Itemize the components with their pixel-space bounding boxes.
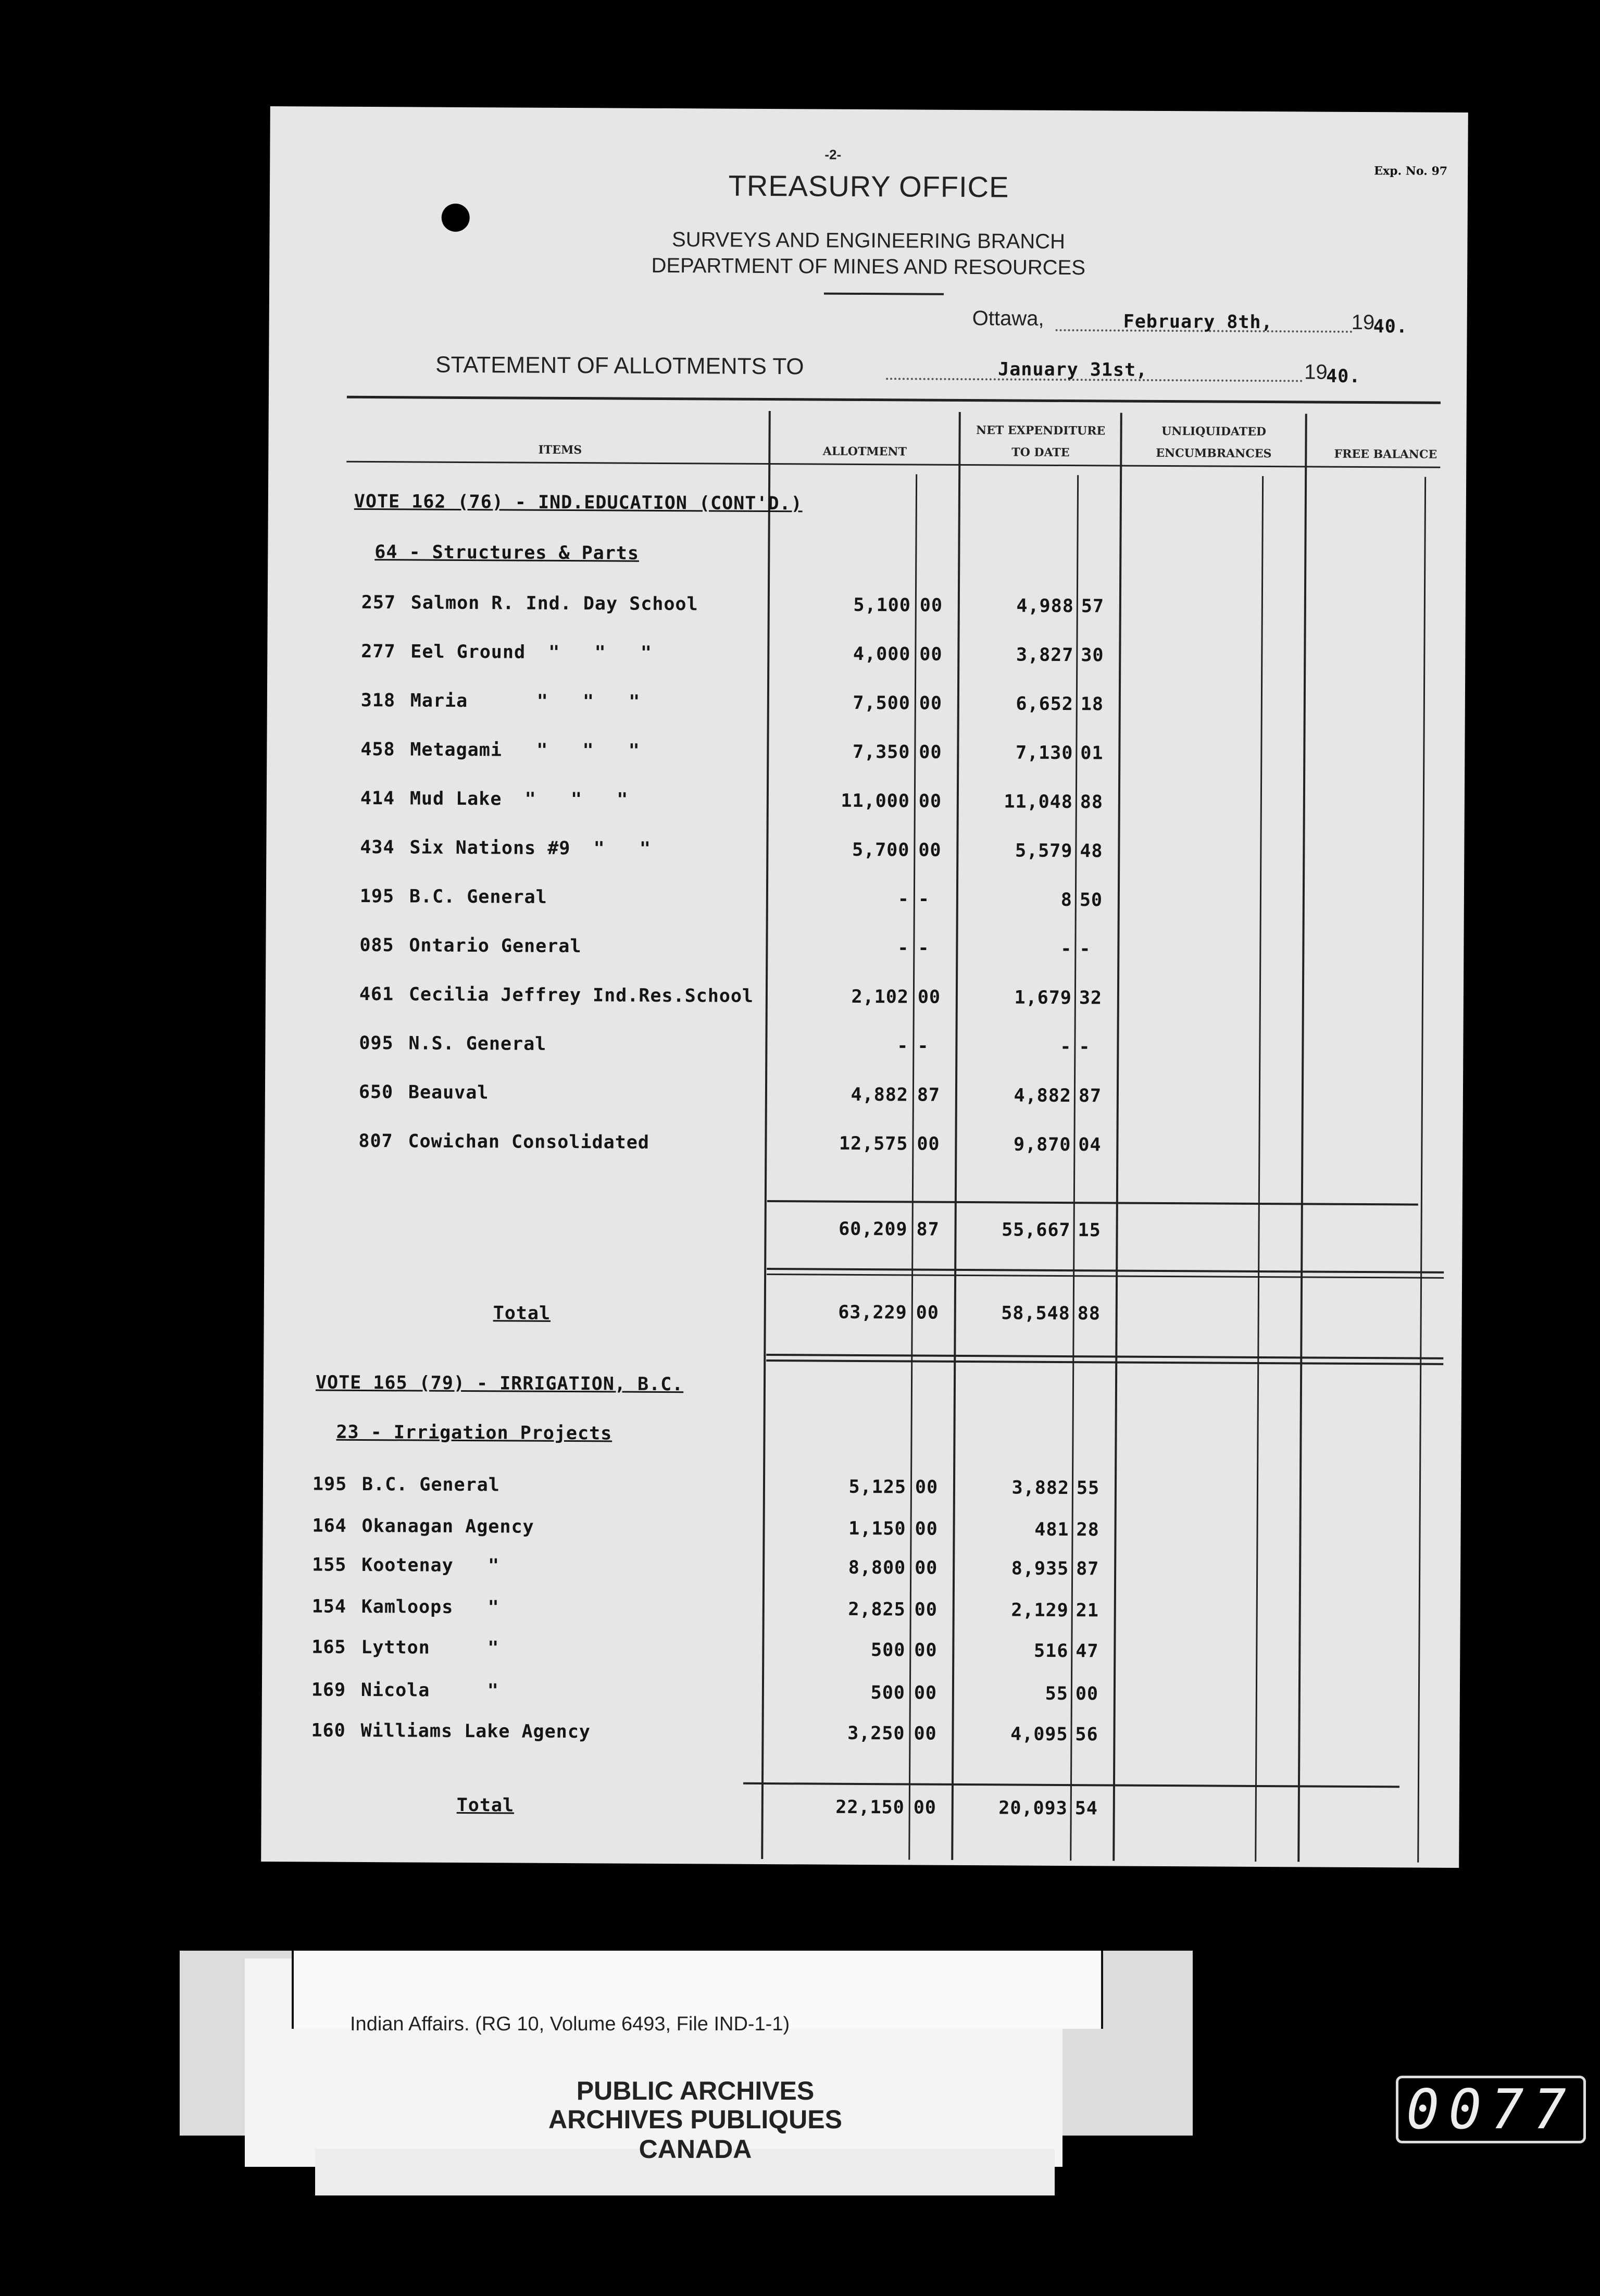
row-allotment-cents: -	[918, 889, 930, 910]
row-code: 318	[360, 690, 396, 712]
statement-label: STATEMENT OF ALLOTMENTS TO	[435, 352, 804, 380]
subtotal-rule-bottom-1	[767, 1268, 1444, 1274]
table-row	[262, 1637, 1460, 1669]
row-expenditure: 4,095	[1010, 1724, 1068, 1745]
row-item-name: Six Nations #9 " "	[409, 837, 652, 859]
row-expenditure-cents: 21	[1076, 1600, 1099, 1621]
archive-line-1: PUBLIC ARCHIVES	[576, 2076, 815, 2105]
exp-number: Exp. No. 97	[1374, 164, 1448, 178]
table-row	[262, 1679, 1460, 1712]
table-row	[262, 1515, 1460, 1548]
row-code: 164	[312, 1515, 347, 1537]
department-name: DEPARTMENT OF MINES AND RESOURCES	[651, 254, 1086, 280]
vote-heading-162: VOTE 162 (76) - IND.EDUCATION (CONT'D.)	[354, 491, 803, 515]
row-code: 095	[359, 1032, 394, 1054]
row-allotment: 3,250	[847, 1723, 905, 1744]
row-allotment: 11,000	[841, 790, 910, 812]
row-allotment: 2,102	[851, 986, 909, 1008]
table-row	[265, 1032, 1463, 1065]
page-marker: -2-	[824, 146, 842, 163]
row-allotment-cents: 00	[919, 644, 943, 665]
row-code: 085	[359, 934, 394, 956]
col-header-allotment: ALLOTMENT	[822, 444, 907, 459]
row-expenditure-cents: 57	[1081, 596, 1105, 617]
row-code: 160	[311, 1720, 346, 1741]
archive-reference: Indian Affairs. (RG 10, Volume 6493, File IND-1-1)	[350, 2013, 790, 2035]
table-row	[267, 641, 1465, 673]
row-item-name: Kamloops "	[361, 1596, 499, 1618]
row-code: 807	[358, 1130, 393, 1152]
row-code: 195	[312, 1474, 347, 1495]
row-expenditure-cents: 87	[1076, 1558, 1099, 1580]
row-expenditure-cents: 28	[1076, 1519, 1099, 1541]
row-expenditure: 4,988	[1016, 595, 1074, 617]
row-expenditure: 55	[1045, 1683, 1069, 1705]
row-expenditure: -	[1060, 1036, 1072, 1058]
table-row	[262, 1596, 1460, 1628]
row-item-name: Lytton "	[361, 1637, 499, 1659]
row-expenditure: 11,048	[1004, 791, 1073, 813]
page-title: TREASURY OFFICE	[728, 169, 1009, 204]
row-allotment-cents: 00	[914, 1723, 937, 1744]
row-item-name: Beauval	[408, 1082, 489, 1104]
archive-line-2: ARCHIVES PUBLIQUES	[548, 2105, 842, 2134]
row-allotment: 4,000	[853, 643, 911, 665]
row-allotment: 8,800	[848, 1557, 906, 1579]
row-expenditure-cents: 50	[1079, 890, 1103, 911]
table-row	[263, 1474, 1461, 1506]
row-allotment-cents: 00	[919, 742, 942, 763]
row-code: 154	[311, 1596, 347, 1617]
row-expenditure-cents: 30	[1081, 645, 1104, 666]
row-expenditure-cents: 32	[1079, 988, 1103, 1009]
row-expenditure: 5,579	[1015, 840, 1073, 862]
row-code: 650	[358, 1081, 394, 1103]
row-item-name: Okanagan Agency	[361, 1515, 534, 1538]
section-2-total-label: Total	[456, 1794, 515, 1816]
row-expenditure: 1,679	[1014, 987, 1072, 1009]
row-expenditure-cents: 01	[1080, 743, 1104, 764]
row-code: 414	[360, 788, 395, 809]
row-code: 434	[360, 837, 395, 858]
row-code: 458	[360, 739, 395, 760]
col-header-free-balance: FREE BALANCE	[1334, 447, 1438, 461]
row-expenditure: 3,882	[1011, 1477, 1070, 1499]
row-allotment: 7,350	[852, 741, 910, 763]
row-allotment: 12,575	[839, 1133, 908, 1155]
section-1-total-allotment-cents: 00	[916, 1302, 939, 1324]
col-header-encumbrances: ENCUMBRANCES	[1156, 446, 1272, 461]
row-allotment: 500	[871, 1640, 906, 1661]
section-1-subtotal-expenditure-cents: 15	[1078, 1220, 1101, 1241]
section-2-total-allotment: 22,150	[835, 1796, 905, 1818]
table-row	[261, 1720, 1459, 1752]
row-expenditure: 7,130	[1015, 742, 1073, 764]
row-expenditure-cents: 18	[1080, 694, 1104, 715]
section-2-total-expenditure-cents: 54	[1074, 1798, 1098, 1819]
row-allotment: -	[897, 1035, 909, 1057]
row-expenditure: 2,129	[1011, 1600, 1069, 1621]
row-allotment-cents: 00	[914, 1640, 938, 1661]
row-allotment-cents: 00	[915, 1518, 938, 1540]
table-row	[266, 885, 1464, 918]
table-row	[266, 934, 1464, 967]
statement-year-prefix: 19	[1304, 360, 1328, 384]
row-expenditure-cents: 56	[1075, 1724, 1098, 1745]
row-allotment: 5,700	[852, 839, 910, 861]
row-item-name: Eel Ground " " "	[410, 641, 652, 664]
branch-name: SURVEYS AND ENGINEERING BRANCH	[671, 228, 1066, 253]
row-expenditure-cents: -	[1079, 939, 1091, 960]
row-expenditure: 481	[1034, 1519, 1069, 1541]
row-expenditure-cents: 00	[1075, 1683, 1099, 1705]
row-code: 165	[311, 1637, 346, 1658]
table-row	[267, 690, 1465, 722]
row-code: 155	[312, 1554, 347, 1576]
row-item-name: Metagami " " "	[410, 739, 640, 762]
row-expenditure-cents: 55	[1076, 1478, 1100, 1499]
section-1-subtotal-expenditure: 55,667	[1002, 1219, 1071, 1241]
row-expenditure-cents: 04	[1078, 1134, 1102, 1156]
row-allotment-cents: 00	[914, 1599, 938, 1620]
row-allotment-cents: -	[918, 938, 930, 959]
subhead-structures: 64 - Structures & Parts	[374, 542, 640, 564]
table-row	[267, 788, 1465, 820]
frame-number: 0077	[1396, 2076, 1586, 2143]
row-item-name: B.C. General	[409, 886, 547, 908]
row-item-name: Ontario General	[409, 935, 582, 957]
subtotal-rule-bottom-2	[767, 1274, 1444, 1279]
row-allotment-cents: 00	[918, 840, 942, 861]
row-allotment: 5,125	[848, 1476, 907, 1498]
row-item-name: Salmon R. Ind. Day School	[410, 592, 698, 615]
section-1-subtotal-allotment: 60,209	[839, 1218, 908, 1240]
vote-heading-165: VOTE 165 (79) - IRRIGATION, B.C.	[315, 1372, 684, 1395]
row-code: 169	[311, 1679, 346, 1701]
col-header-items: ITEMS	[538, 443, 582, 457]
section-1-total-expenditure: 58,548	[1001, 1303, 1070, 1325]
row-allotment: 2,825	[848, 1599, 906, 1620]
table-row	[268, 592, 1466, 624]
row-item-name: Cecilia Jeffrey Ind.Res.School	[408, 984, 754, 1007]
row-allotment-cents: 00	[919, 693, 943, 714]
city-label: Ottawa,	[972, 307, 1044, 330]
date-typed: February 8th,	[1123, 311, 1273, 333]
row-allotment: 4,882	[851, 1084, 909, 1106]
row-expenditure-cents: 47	[1076, 1641, 1099, 1662]
year-prefix: 19	[1351, 310, 1375, 334]
row-allotment: 500	[870, 1682, 906, 1704]
row-expenditure-cents: 48	[1080, 841, 1103, 862]
row-allotment-cents: 00	[919, 595, 943, 616]
row-item-name: Kootenay "	[361, 1554, 500, 1577]
title-underline	[824, 293, 944, 295]
col-header-unliquidated: UNLIQUIDATED	[1161, 424, 1267, 439]
row-item-name: B.C. General	[361, 1474, 500, 1496]
section-2-total-allotment-cents: 00	[913, 1797, 937, 1818]
row-allotment: 1,150	[848, 1518, 906, 1540]
col-header-to-date: TO DATE	[1011, 445, 1070, 460]
row-code: 461	[359, 983, 394, 1005]
section-2-total-expenditure: 20,093	[998, 1798, 1068, 1819]
table-row	[266, 983, 1464, 1016]
statement-year: 40.	[1326, 366, 1361, 387]
row-allotment-cents: 00	[915, 1557, 938, 1579]
row-item-name: Mud Lake " " "	[409, 788, 629, 810]
row-code: 195	[359, 885, 395, 907]
subtotal-rule-top	[767, 1200, 1418, 1206]
row-allotment-cents: 00	[918, 791, 942, 812]
row-allotment-cents: 00	[914, 1682, 938, 1704]
table-row	[266, 837, 1464, 869]
row-allotment: -	[897, 938, 909, 959]
table-row	[262, 1554, 1460, 1587]
row-expenditure-cents: 87	[1078, 1085, 1102, 1107]
table-row	[265, 1130, 1462, 1163]
row-item-name: Maria " " "	[410, 690, 641, 713]
total-rule-2	[766, 1359, 1443, 1365]
row-expenditure: -	[1060, 938, 1072, 960]
table-row	[267, 739, 1465, 771]
row-expenditure: 3,827	[1016, 644, 1074, 666]
table-top-rule	[347, 396, 1441, 404]
row-expenditure-cents: -	[1079, 1037, 1091, 1058]
row-expenditure: 8,935	[1011, 1558, 1069, 1580]
row-allotment: 5,100	[853, 594, 911, 616]
section-1-total-label: Total	[493, 1303, 551, 1324]
row-item-name: N.S. General	[408, 1033, 547, 1055]
row-item-name: Nicola "	[360, 1679, 499, 1702]
row-allotment: 7,500	[853, 692, 910, 714]
row-allotment-cents: 00	[915, 1477, 939, 1498]
row-allotment-cents: -	[917, 1035, 929, 1057]
row-expenditure: 8	[1060, 889, 1072, 911]
statement-date: January 31st,	[998, 359, 1148, 381]
table-row	[265, 1081, 1463, 1114]
row-allotment: -	[897, 889, 909, 910]
row-code: 257	[361, 592, 396, 614]
row-expenditure-cents: 88	[1080, 792, 1104, 813]
row-allotment-cents: 00	[917, 987, 941, 1008]
section-1-subtotal-allotment-cents: 87	[916, 1219, 940, 1240]
row-code: 277	[361, 641, 396, 663]
row-item-name: Williams Lake Agency	[360, 1720, 591, 1743]
col-header-net-expenditure: NET EXPENDITURE	[976, 423, 1106, 438]
row-expenditure: 9,870	[1013, 1134, 1071, 1156]
row-allotment-cents: 00	[917, 1133, 940, 1155]
row-expenditure: 516	[1034, 1640, 1069, 1662]
row-item-name: Cowichan Consolidated	[408, 1131, 650, 1153]
document-page	[261, 106, 1468, 1868]
section-1-total-allotment: 63,229	[838, 1302, 907, 1324]
archive-line-3: CANADA	[639, 2135, 752, 2164]
row-expenditure: 6,652	[1016, 693, 1073, 715]
row-allotment-cents: 87	[917, 1084, 941, 1106]
section-1-total-expenditure-cents: 88	[1077, 1303, 1101, 1325]
row-expenditure: 4,882	[1014, 1085, 1072, 1107]
subhead-irrigation: 23 - Irrigation Projects	[336, 1421, 612, 1444]
total-rule-1	[766, 1354, 1443, 1359]
year-typed: 40.	[1373, 316, 1408, 338]
